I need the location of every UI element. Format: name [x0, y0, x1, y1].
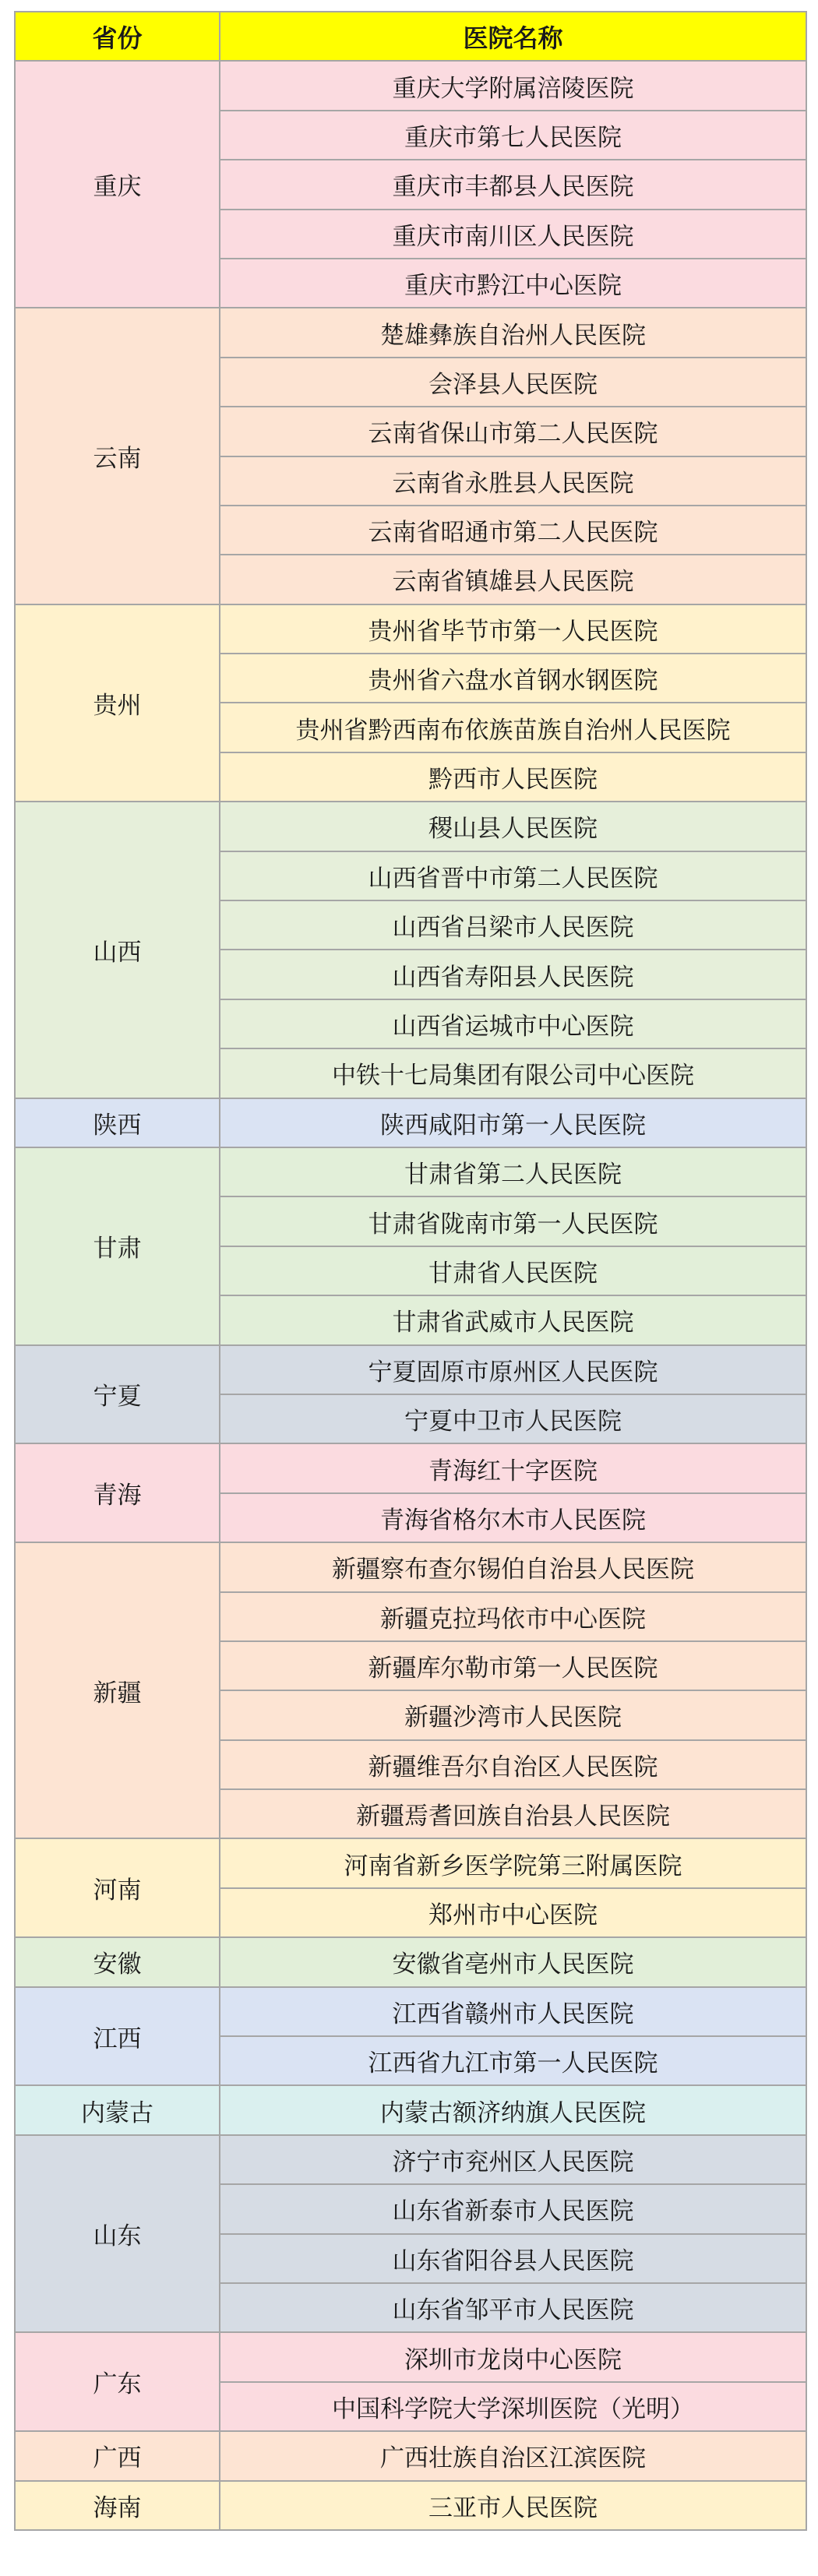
hospital-cell: 江西省赣州市人民医院: [220, 1987, 806, 2036]
hospital-cell: 重庆市南川区人民医院: [220, 210, 806, 259]
hospital-cell: 甘肃省第二人民医院: [220, 1147, 806, 1196]
hospital-cell: 广西壮族自治区江滨医院: [220, 2431, 806, 2480]
province-cell: 河南: [15, 1838, 220, 1937]
hospital-cell: 安徽省亳州市人民医院: [220, 1937, 806, 1986]
hospital-cell: 贵州省毕节市第一人民医院: [220, 604, 806, 654]
table-row: [15, 308, 806, 357]
hospital-cell: 楚雄彝族自治州人民医院: [220, 308, 806, 357]
table-row: [15, 604, 806, 654]
hospital-cell: 贵州省黔西南布依族苗族自治州人民医院: [220, 703, 806, 752]
table-row: [15, 61, 806, 110]
hospital-cell: 河南省新乡医学院第三附属医院: [220, 1838, 806, 1887]
hospital-cell: 山东省阳谷县人民医院: [220, 2234, 806, 2283]
hospital-table: [14, 11, 807, 2531]
header-row: [15, 12, 806, 61]
table-row: [15, 1098, 806, 1147]
hospital-cell: 山西省运城市中心医院: [220, 999, 806, 1048]
hospital-cell: 稷山县人民医院: [220, 802, 806, 851]
table-row: [15, 2332, 806, 2381]
hospital-cell: 云南省昭通市第二人民医院: [220, 506, 806, 555]
hospital-cell: 重庆市黔江中心医院: [220, 259, 806, 308]
hospital-cell: 宁夏固原市原州区人民医院: [220, 1345, 806, 1394]
hospital-cell: 中国科学院大学深圳医院（光明）: [220, 2382, 806, 2431]
hospital-cell: 新疆克拉玛依市中心医院: [220, 1592, 806, 1641]
hospital-cell: 深圳市龙岗中心医院: [220, 2332, 806, 2381]
hospital-cell: 甘肃省陇南市第一人民医院: [220, 1196, 806, 1246]
hospital-cell: 宁夏中卫市人民医院: [220, 1394, 806, 1443]
table-row: [15, 1987, 806, 2036]
province-cell: 安徽: [15, 1937, 220, 1986]
hospital-cell: 重庆大学附属涪陵医院: [220, 61, 806, 110]
province-cell: 海南: [15, 2481, 220, 2530]
hospital-cell: 山东省新泰市人民医院: [220, 2184, 806, 2233]
hospital-cell: 山东省邹平市人民医院: [220, 2283, 806, 2332]
table-row: [15, 2481, 806, 2530]
hospital-column-header: 医院名称: [220, 12, 806, 61]
table-row: [15, 1937, 806, 1986]
hospital-cell: 云南省永胜县人民医院: [220, 456, 806, 506]
table-row: [15, 1147, 806, 1196]
hospital-cell: 云南省镇雄县人民医院: [220, 555, 806, 604]
province-cell: 内蒙古: [15, 2085, 220, 2134]
hospital-cell: 山西省吕梁市人民医院: [220, 900, 806, 950]
hospital-cell: 新疆沙湾市人民医院: [220, 1690, 806, 1739]
hospital-cell: 黔西市人民医院: [220, 752, 806, 802]
hospital-cell: 新疆维吾尔自治区人民医院: [220, 1740, 806, 1789]
province-cell: 云南: [15, 308, 220, 604]
hospital-cell: 陕西咸阳市第一人民医院: [220, 1098, 806, 1147]
table-body: [15, 61, 806, 2530]
province-cell: 广西: [15, 2431, 220, 2480]
hospital-cell: 青海红十字医院: [220, 1443, 806, 1492]
province-column-header: 省份: [15, 12, 220, 61]
province-cell: 陕西: [15, 1098, 220, 1147]
hospital-cell: 甘肃省人民医院: [220, 1246, 806, 1295]
table-row: [15, 1443, 806, 1492]
table-row: [15, 2135, 806, 2184]
table-row: [15, 1542, 806, 1591]
province-cell: 宁夏: [15, 1345, 220, 1444]
province-cell: 江西: [15, 1987, 220, 2086]
province-cell: 贵州: [15, 604, 220, 802]
hospital-cell: 青海省格尔木市人民医院: [220, 1493, 806, 1542]
province-cell: 青海: [15, 1443, 220, 1542]
table-row: [15, 2431, 806, 2480]
province-cell: 广东: [15, 2332, 220, 2431]
hospital-cell: 山西省寿阳县人民医院: [220, 950, 806, 999]
hospital-cell: 三亚市人民医院: [220, 2481, 806, 2530]
hospital-cell: 甘肃省武威市人民医院: [220, 1295, 806, 1344]
hospital-cell: 新疆库尔勒市第一人民医院: [220, 1641, 806, 1690]
hospital-cell: 中铁十七局集团有限公司中心医院: [220, 1048, 806, 1098]
hospital-cell: 会泽县人民医院: [220, 358, 806, 407]
hospital-cell: 内蒙古额济纳旗人民医院: [220, 2085, 806, 2134]
province-cell: 山西: [15, 802, 220, 1098]
table-row: [15, 1345, 806, 1394]
hospital-cell: 云南省保山市第二人民医院: [220, 407, 806, 456]
hospital-cell: 重庆市丰都县人民医院: [220, 160, 806, 209]
province-cell: 甘肃: [15, 1147, 220, 1345]
table-row: [15, 802, 806, 851]
hospital-cell: 重庆市第七人民医院: [220, 111, 806, 160]
table-row: [15, 2085, 806, 2134]
province-cell: 新疆: [15, 1542, 220, 1838]
hospital-cell: 新疆焉耆回族自治县人民医院: [220, 1789, 806, 1838]
hospital-cell: 郑州市中心医院: [220, 1888, 806, 1937]
table-row: [15, 1838, 806, 1887]
hospital-cell: 山西省晋中市第二人民医院: [220, 851, 806, 900]
hospital-cell: 新疆察布查尔锡伯自治县人民医院: [220, 1542, 806, 1591]
hospital-cell: 济宁市兖州区人民医院: [220, 2135, 806, 2184]
province-cell: 重庆: [15, 61, 220, 308]
hospital-cell: 贵州省六盘水首钢水钢医院: [220, 654, 806, 703]
province-cell: 山东: [15, 2135, 220, 2333]
hospital-cell: 江西省九江市第一人民医院: [220, 2036, 806, 2085]
